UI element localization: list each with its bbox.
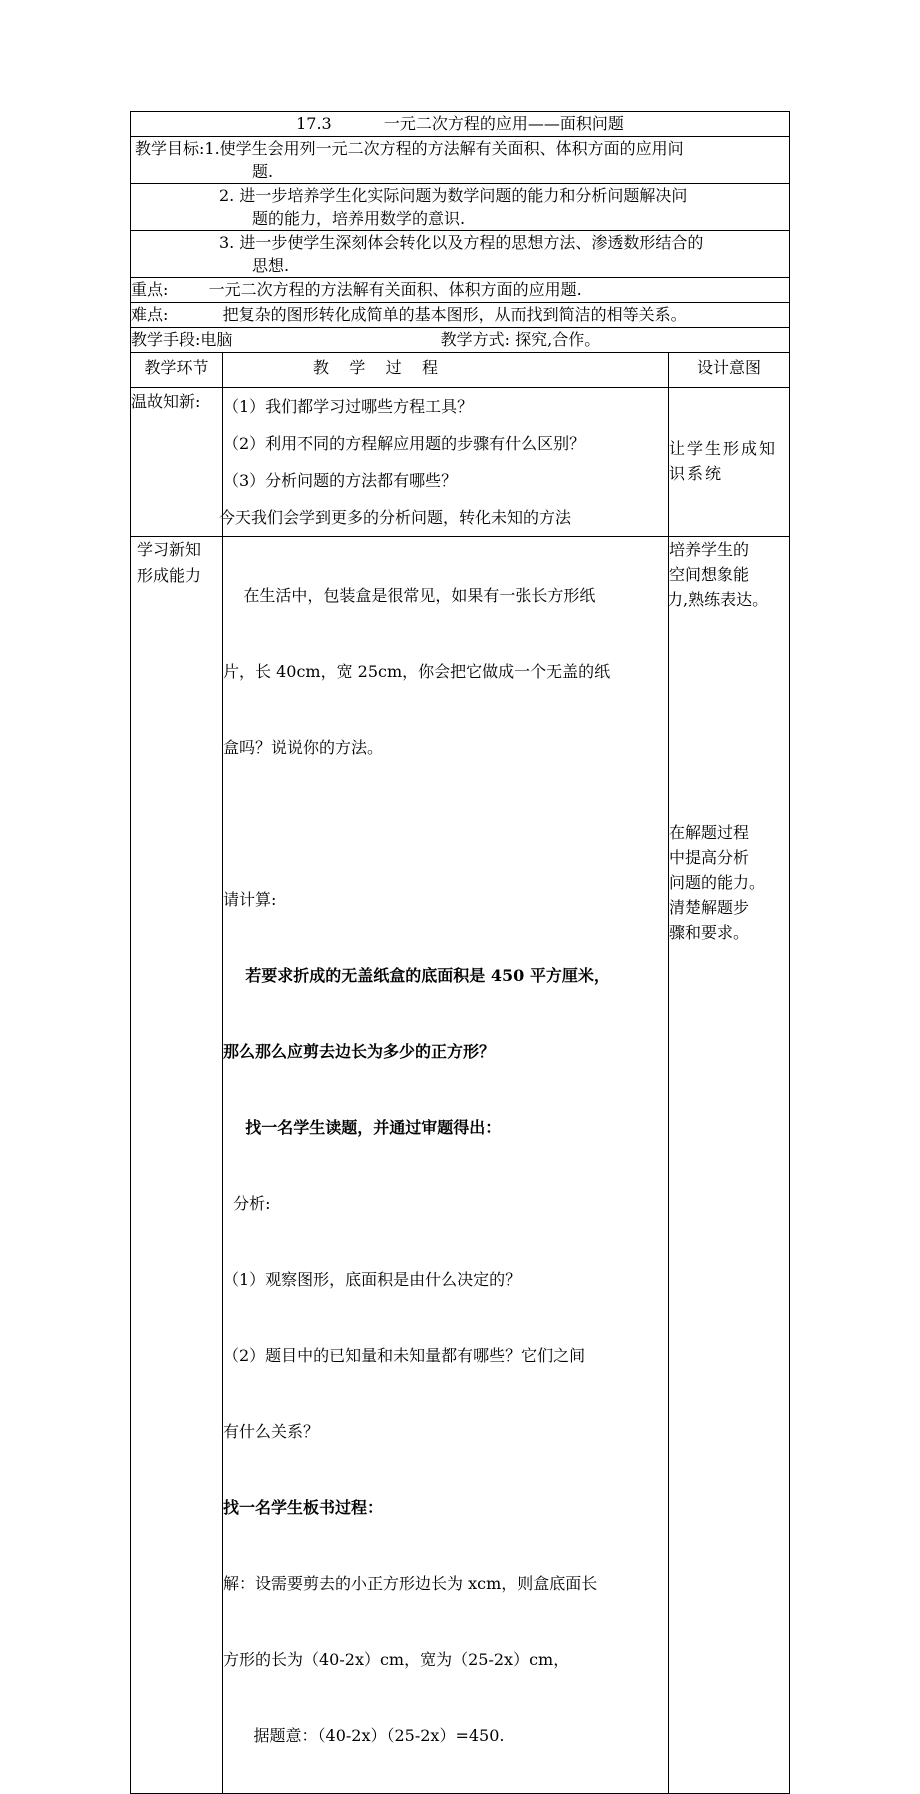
- nk-line-11: 有什么关系？: [223, 1422, 320, 1441]
- nk-intent-2-line-1: 在解题过程: [669, 823, 750, 842]
- review-line-4: 今天我们会学到更多的分析问题，转化未知的方法: [219, 508, 572, 527]
- lesson-number: 17.3: [296, 114, 332, 133]
- new-knowledge-label-1: 学习新知: [137, 540, 202, 559]
- header-process-label: 教 学 过 程: [312, 358, 439, 377]
- nk-intent-1-line-1: 培养学生的: [669, 540, 750, 559]
- nk-line-1: 在生活中，包装盒是很常见，如果有一张长方形纸: [223, 586, 596, 605]
- nk-intent-spacer: [669, 612, 789, 820]
- nk-line-9: （1）观察图形，底面积是由什么决定的？: [223, 1270, 522, 1289]
- nk-line-2: 片，长 40cm，宽 25cm，你会把它做成一个无盖的纸: [223, 662, 611, 681]
- objective-3-line-b: 思想.: [252, 256, 290, 275]
- difficulty-label: 难点:: [131, 305, 169, 324]
- review-line-3: （3）分析问题的方法都有哪些？: [223, 471, 458, 490]
- objectives-label: 教学目标:: [135, 139, 205, 158]
- header-intent: 设计意图: [669, 353, 790, 388]
- review-line-2: （2）利用不同的方程解应用题的步骤有什么区别？: [223, 434, 586, 453]
- teaching-means-row: [131, 328, 790, 353]
- new-knowledge-stage: [131, 537, 223, 1794]
- nk-line-13: 解：设需要剪去的小正方形边长为 xcm，则盒底面长: [223, 1574, 598, 1593]
- teaching-method-value: 探究,合作。: [515, 330, 601, 349]
- nk-intent-2-line-3: 问题的能力。: [669, 873, 766, 892]
- nk-line-10: （2）题目中的已知量和未知量都有哪些？它们之间: [223, 1346, 586, 1365]
- lesson-title: [131, 112, 790, 137]
- objective-1-line-b: 题.: [252, 162, 274, 181]
- nk-line-8: 分析:: [223, 1194, 271, 1213]
- header-process: [223, 353, 669, 388]
- review-intent: 让学生形成知识系统: [669, 388, 790, 537]
- key-point-row: [131, 278, 790, 303]
- objective-1-line-a: 1.使学生会用列一元二次方程的方法解有关面积、体积方面的应用问: [204, 139, 684, 158]
- objective-2-line-a: 2. 进一步培养学生化实际问题为数学问题的能力和分析问题解决问: [219, 186, 688, 205]
- review-stage-label: 温故知新:: [131, 388, 223, 537]
- difficulty-text: 把复杂的图形转化成简单的基本图形，从而找到简洁的相等关系。: [222, 305, 687, 324]
- new-knowledge-process: [223, 537, 669, 1794]
- nk-intent-1-line-2: 空间想象能: [669, 565, 750, 584]
- nk-line-5: 若要求折成的无盖纸盒的底面积是 450 平方厘米，: [223, 966, 610, 985]
- lesson-name: 一元二次方程的应用——面积问题: [383, 114, 624, 133]
- header-stage: 教学环节: [131, 353, 223, 388]
- teaching-method-label: 教学方式:: [440, 330, 511, 349]
- objectives-cell: [131, 137, 790, 184]
- nk-line-4: 请计算:: [223, 890, 277, 909]
- review-line-1: （1）我们都学习过哪些方程工具？: [223, 397, 474, 416]
- objective-3-line-a: 3. 进一步使学生深刻体会转化以及方程的思想方法、渗透数形结合的: [219, 233, 704, 252]
- nk-line-7: 找一名学生读题，并通过审题得出：: [223, 1118, 502, 1137]
- nk-intent-2-line-5: 骤和要求。: [669, 923, 750, 942]
- objective-2-line-b: 题的能力，培养用数学的意识.: [252, 209, 466, 228]
- nk-intent-2-line-4: 清楚解题步: [669, 898, 750, 917]
- objective-2-cell: [131, 184, 790, 231]
- key-point-label: 重点:: [131, 280, 169, 299]
- key-point-text: 一元二次方程的方法解有关面积、体积方面的应用题.: [208, 280, 582, 299]
- lesson-plan-table: [130, 111, 790, 1794]
- nk-line-14: 方形的长为（40-2x）cm，宽为（25-2x）cm，: [223, 1650, 570, 1669]
- difficulty-row: [131, 303, 790, 328]
- nk-line-3: 盒吗？说说你的方法。: [223, 738, 384, 757]
- teaching-means-label: 教学手段:: [131, 330, 201, 349]
- review-process: [219, 388, 669, 537]
- new-knowledge-label-2: 形成能力: [137, 566, 202, 585]
- nk-line-15: 据题意：（40-2x）（25-2x）=450.: [223, 1726, 505, 1745]
- nk-spacer: [223, 805, 668, 843]
- objective-3-cell: [131, 231, 790, 278]
- new-knowledge-intent: [669, 537, 790, 1794]
- nk-line-6: 那么那么应剪去边长为多少的正方形？: [223, 1042, 496, 1061]
- teaching-means-value: 电脑: [200, 330, 233, 349]
- nk-intent-1-line-3: 力,熟练表达。: [667, 590, 769, 609]
- nk-intent-2-line-2: 中提高分析: [669, 848, 750, 867]
- nk-line-12: 找一名学生板书过程：: [223, 1498, 384, 1517]
